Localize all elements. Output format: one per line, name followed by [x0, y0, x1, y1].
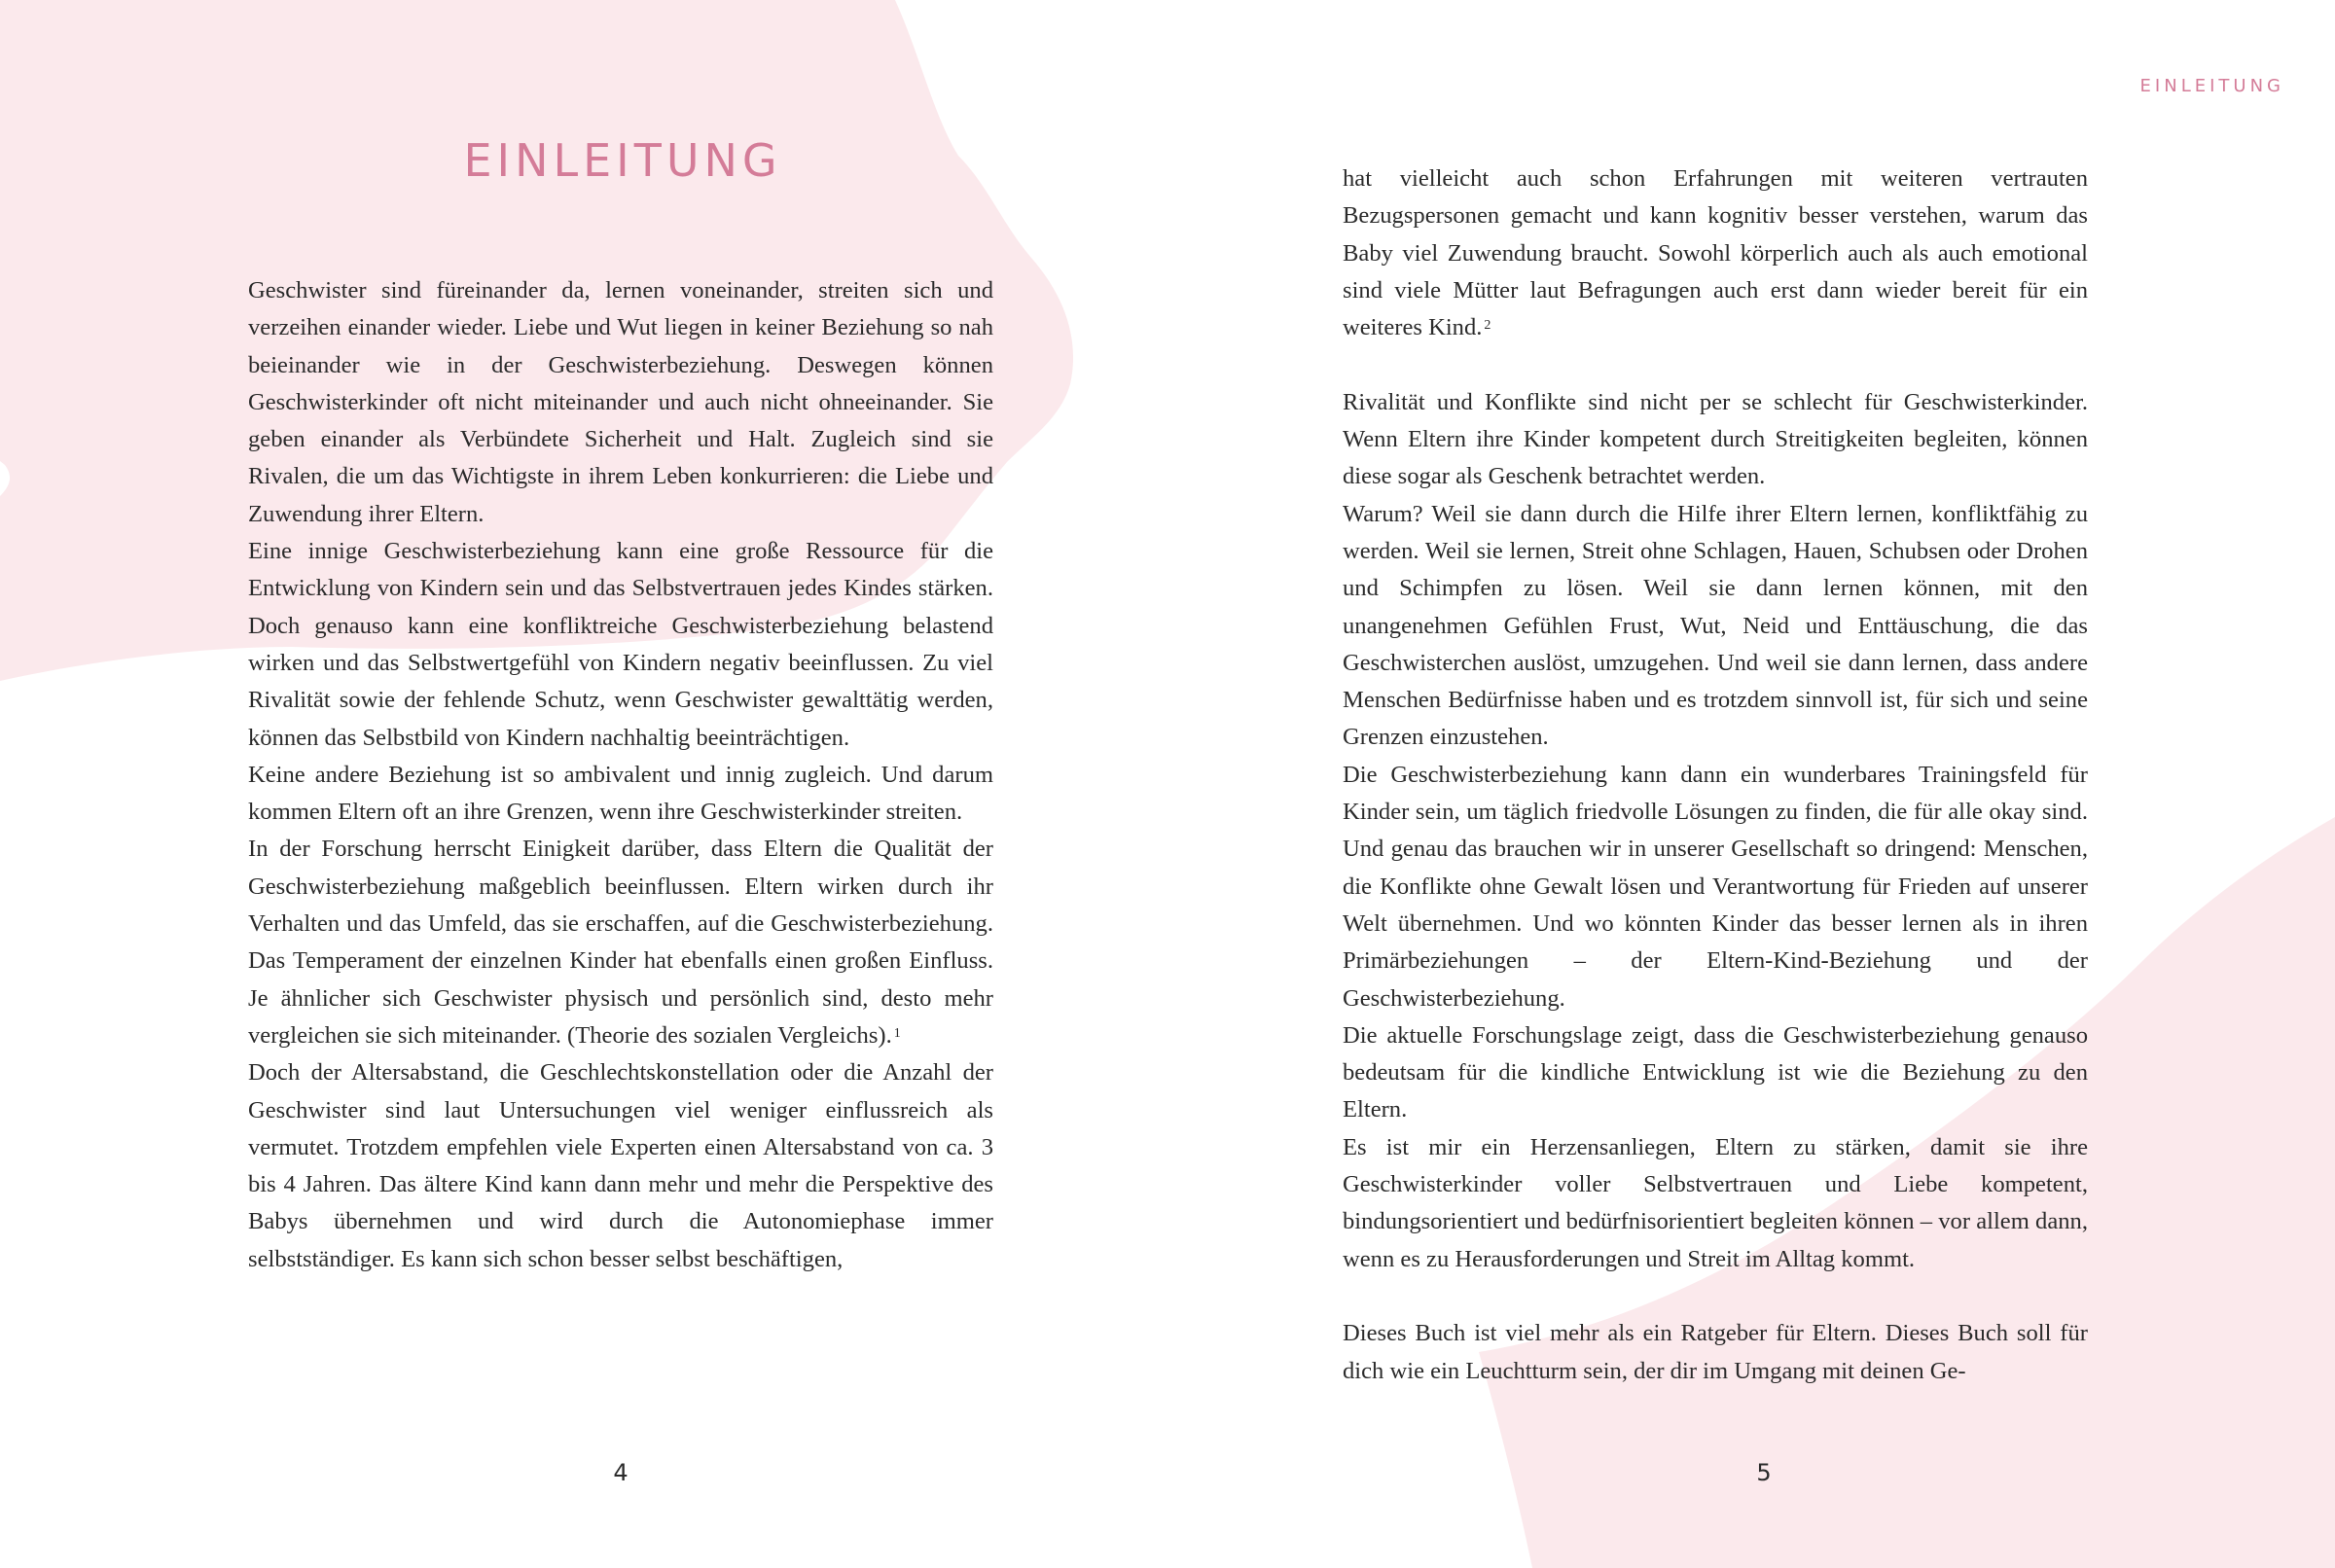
chapter-title: EINLEITUNG	[463, 134, 782, 187]
paragraph-text: Die aktuelle Forschungslage zeigt, dass die Geschwisterbeziehung genauso bedeutsam für die kindliche Entwicklung ist wie die Beziehung zu den Eltern.	[1343, 1021, 2088, 1123]
paragraph-text: Warum? Weil sie dann durch die Hilfe ihrer Eltern lernen, konfliktfähig zu werden. Weil sie lernen, Streit ohne Schlagen, Hauen, Schubsen oder Drohen und Schimpfen zu lösen. Weil sie dann lernen können, mit den unangenehmen Gefühlen Frust, Wut, Neid und Enttäuschung, die das Geschwisterchen auslöst, umzugehen. Und weil sie dann lernen, dass andere Menschen Bedürfnisse haben und es trotzdem sinnvoll ist, für sich und seine Grenzen einzustehen.	[1343, 500, 2088, 751]
paragraph-text: Es ist mir ein Herzensanliegen, Eltern zu stärken, damit sie ihre Geschwisterkinder voller Selbstvertrauen und Liebe kompetent, bindungsorientiert und bedürfnisorientiert begleiten können – vor allem dann, wenn es zu Herausforderungen und Streit im Alltag kommt.	[1343, 1133, 2088, 1272]
paragraph	[1343, 1315, 2088, 1390]
paragraph	[1343, 1129, 2088, 1278]
paragraph	[248, 831, 993, 1054]
paragraph-text: Die Geschwisterbeziehung kann dann ein wunderbares Trainingsfeld für Kinder sein, um täglich friedvolle Lösungen zu finden, die für alle okay sind. Und genau das brauchen wir in unserer Gesellschaft so dringend: Menschen, die Konflikte ohne Gewalt lösen und Verantwortung für Frieden auf unserer Welt übernehmen. Und wo könnten Kinder das besser lernen als in ihren Primärbeziehungen – der Eltern-Kind-Beziehung und der Geschwisterbeziehung.	[1343, 761, 2088, 1012]
paragraph	[248, 1054, 993, 1278]
paragraph-text: Doch der Altersabstand, die Geschlechtskonstellation oder die Anzahl der Geschwister sind laut Untersuchungen viel weniger einflussreich als vermutet. Trotzdem empfehlen viele Experten einen Altersabstand von ca. 3 bis 4 Jahren. Das ältere Kind kann dann mehr und mehr die Perspektive des Babys übernehmen und wird durch die Autonomiephase immer selbstständiger. Es kann sich schon besser selbst beschäftigen,	[248, 1059, 993, 1272]
left-text-block	[248, 272, 993, 1278]
paragraph-text: hat vielleicht auch schon Erfahrungen mit weiteren vertrauten Bezugspersonen gemacht und kann kognitiv besser verstehen, warum das Baby viel Zuwendung braucht. Sowohl körperlich auch als auch emotional sind viele Mütter laut Befragungen auch erst dann wieder bereit für ein weiteres Kind.	[1343, 165, 2088, 341]
footnote-marker: 2	[1484, 318, 1491, 334]
paragraph	[248, 272, 993, 533]
paragraph	[1343, 384, 2088, 496]
paragraph	[1343, 496, 2088, 757]
paragraph-text: Geschwister sind füreinander da, lernen voneinander, streiten sich und verzeihen einander wieder. Liebe und Wut liegen in keiner Beziehung so nah beieinander wie in der Geschwisterbeziehung. Deswegen können Geschwisterkinder oft nicht miteinander und auch nicht ohneeinander. Sie geben einander als Verbündete Sicherheit und Halt. Zugleich sind sie Rivalen, die um das Wichtigste in ihrem Leben konkurrieren: die Liebe und Zuwendung ihrer Eltern.	[248, 277, 993, 527]
paragraph-text: Keine andere Beziehung ist so ambivalent und innig zugleich. Und darum kommen Eltern oft an ihre Grenzen, wenn ihre Geschwisterkinder streiten.	[248, 761, 993, 826]
paragraph	[248, 533, 993, 757]
right-page	[1168, 0, 2335, 1568]
running-header: EINLEITUNG	[2139, 76, 2284, 96]
footnote-marker: 1	[893, 1025, 901, 1041]
paragraph-text: Rivalität und Konflikte sind nicht per se schlecht für Geschwisterkinder. Wenn Eltern ihre Kinder kompetent durch Streitigkeiten begleiten, können diese sogar als Geschenk betrachtet werden.	[1343, 388, 2088, 490]
paragraph-text: In der Forschung herrscht Einigkeit darüber, dass Eltern die Qualität der Geschwisterbeziehung maßgeblich beeinflussen. Eltern wirken durch ihr Verhalten und das Umfeld, das sie erschaffen, auf die Geschwisterbeziehung. Das Temperament der einzelnen Kinder hat ebenfalls einen großen Einfluss. Je ähnlicher sich Geschwister physisch und persönlich sind, desto mehr vergleichen sie sich miteinander. (Theorie des sozialen Vergleichs).	[248, 836, 993, 1049]
paragraph-text: Dieses Buch ist viel mehr als ein Ratgeber für Eltern. Dieses Buch soll für dich wie ein Leuchtturm sein, der dir im Umgang mit deinen Ge-	[1343, 1320, 2088, 1384]
paragraph	[248, 757, 993, 832]
paragraph-text: Eine innige Geschwisterbeziehung kann eine große Ressource für die Entwicklung von Kindern sein und das Selbstvertrauen jedes Kindes stärken. Doch genauso kann eine konfliktreiche Geschwisterbeziehung belastend wirken und das Selbstwertgefühl von Kindern negativ beeinflussen. Zu viel Rivalität sowie der fehlende Schutz, wenn Geschwister gewalttätig werden, können das Selbstbild von Kindern nachhaltig beeinträchtigen.	[248, 538, 993, 751]
paragraph	[1343, 160, 2088, 346]
paragraph	[1343, 1017, 2088, 1129]
page-number-right: 5	[1756, 1459, 1772, 1486]
page-number-left: 4	[613, 1459, 629, 1486]
paragraph	[1343, 757, 2088, 1017]
right-text-block	[1343, 160, 2088, 1390]
